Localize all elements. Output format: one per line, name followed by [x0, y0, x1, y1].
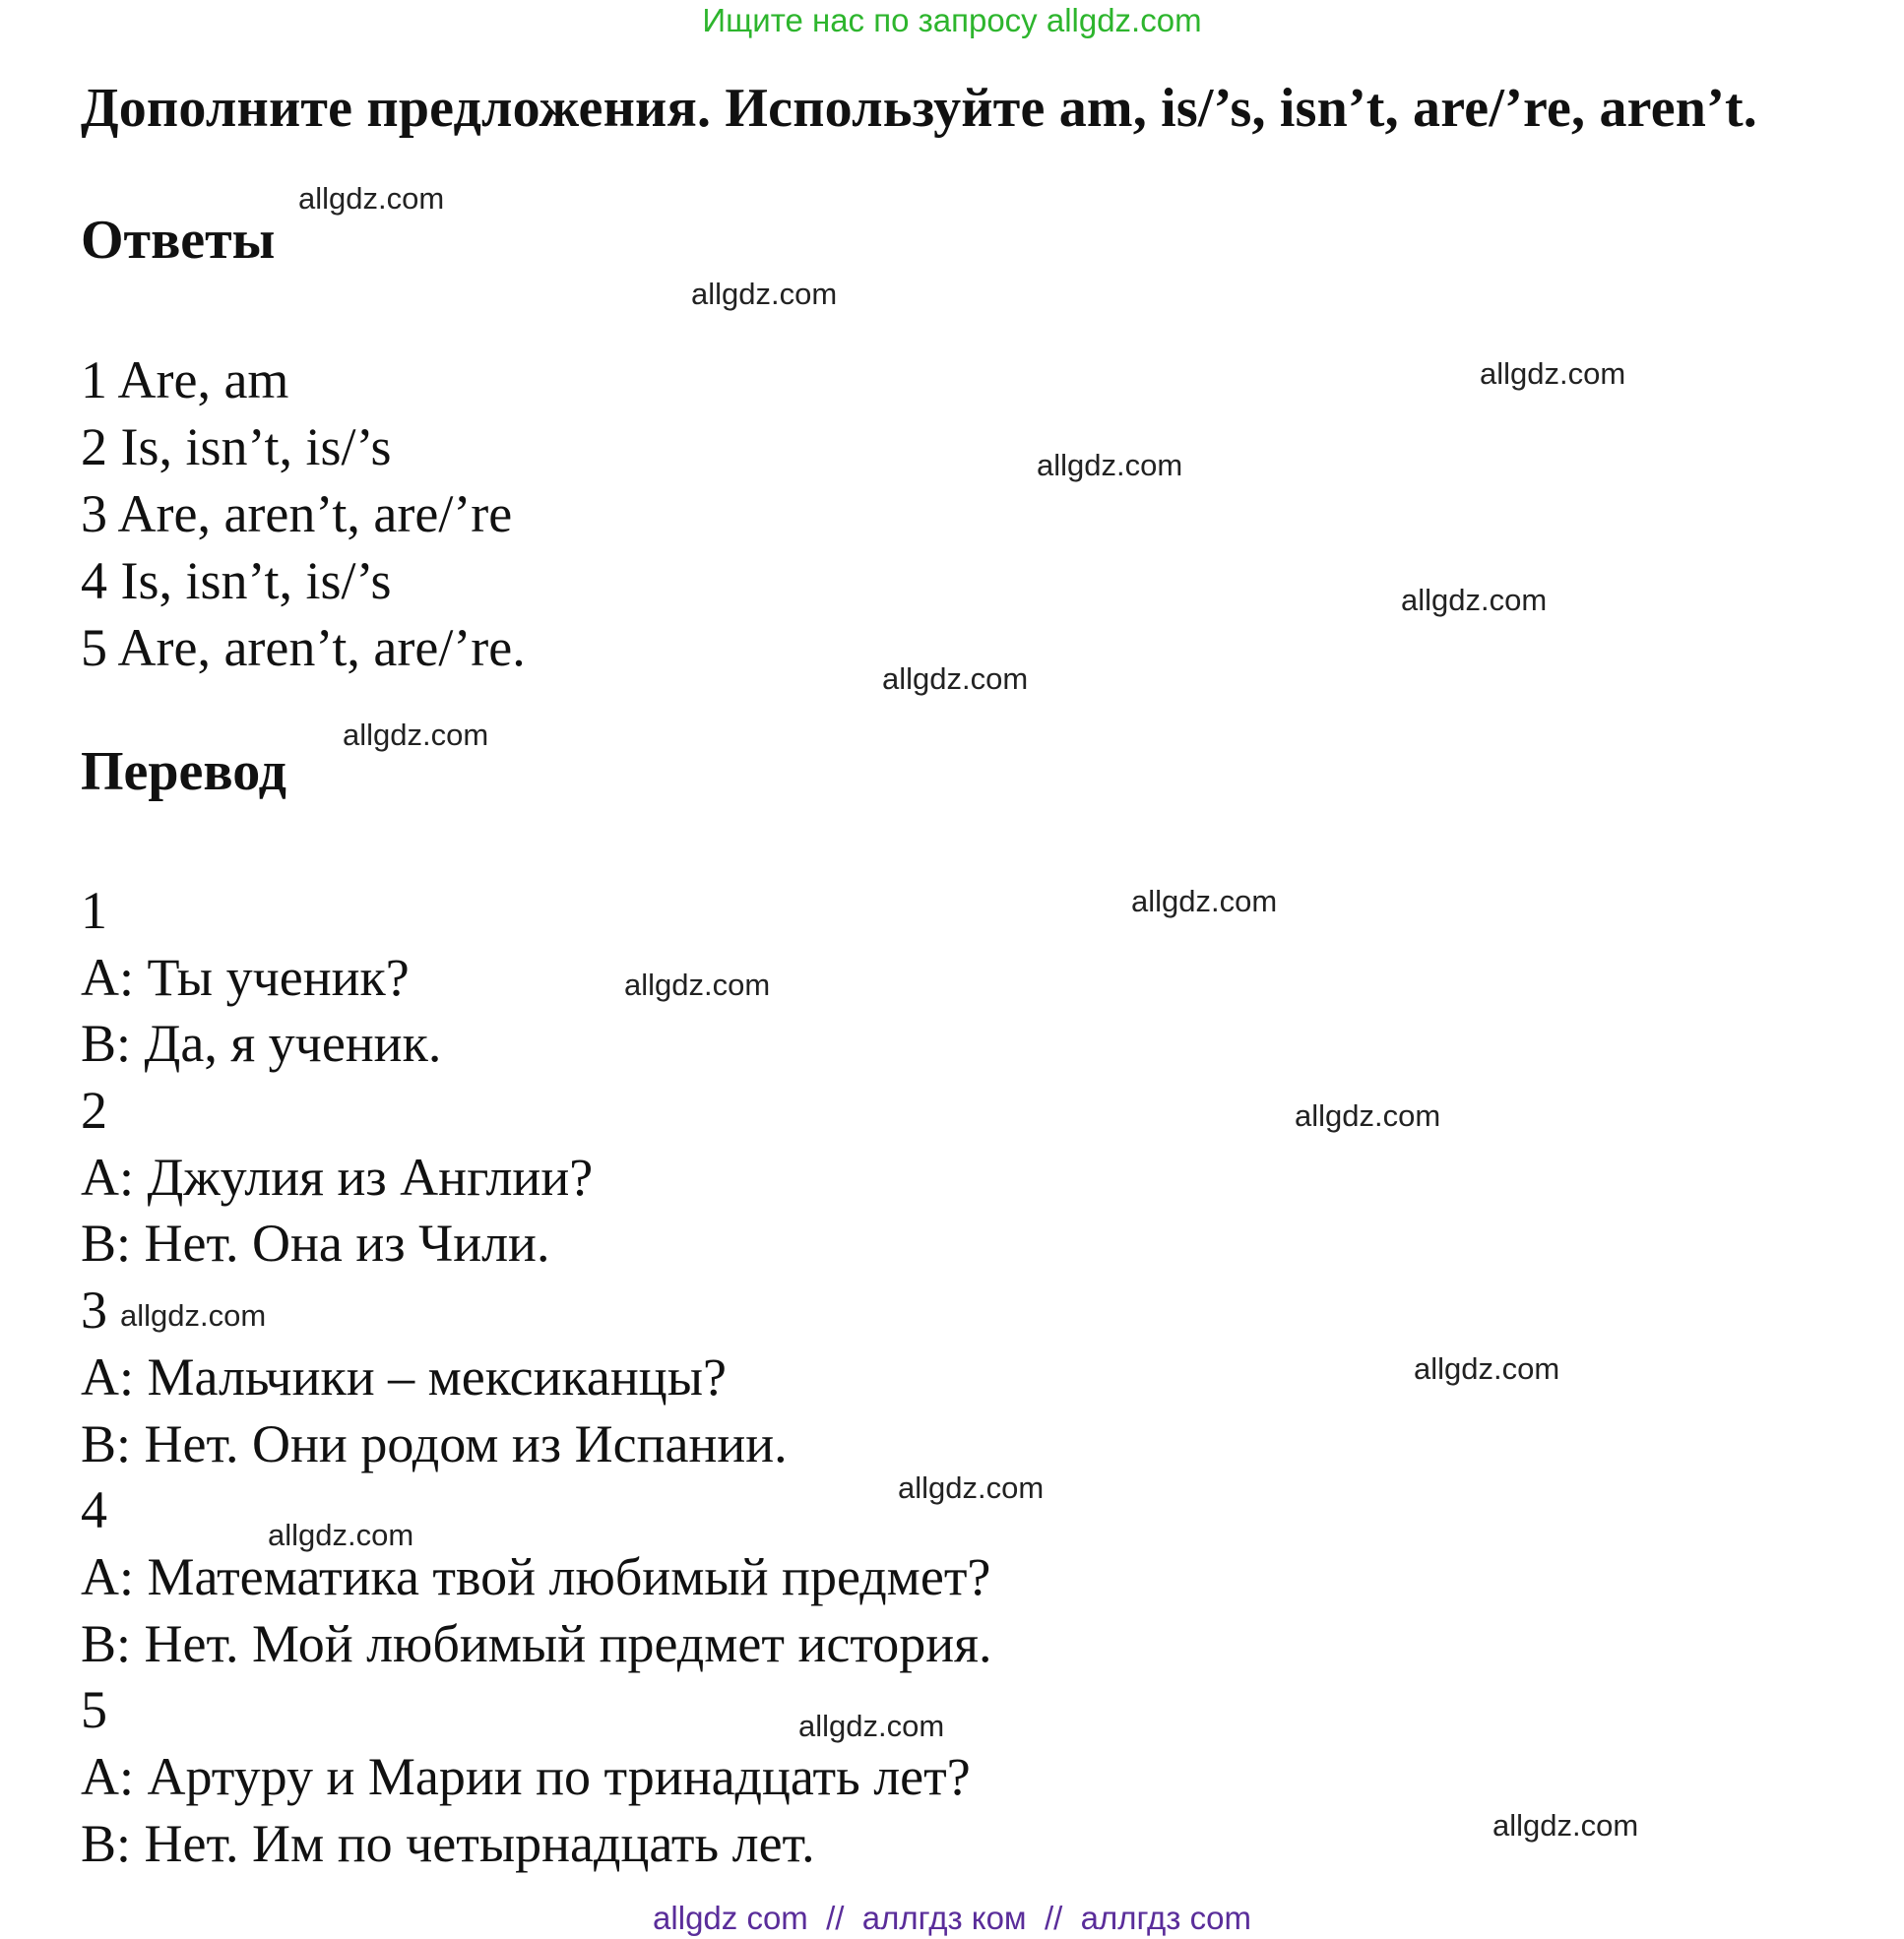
dialogue-line-a: A: Математика твой любимый предмет? — [81, 1546, 991, 1606]
watermark: allgdz.com — [624, 968, 771, 1002]
dialogue-number: 3 — [81, 1281, 107, 1341]
watermark: allgdz.com — [1492, 1808, 1639, 1843]
task-heading: Дополните предложения. Используйте am, is/’s, isn’t, are/’re, aren’t. — [81, 78, 1757, 139]
watermark: allgdz.com — [882, 661, 1029, 696]
watermark: allgdz.com — [1480, 356, 1626, 391]
watermark: allgdz.com — [1131, 884, 1278, 918]
watermark: allgdz.com — [898, 1470, 1045, 1505]
answer-item: 5 Are, aren’t, are/’re. — [81, 618, 526, 677]
dialogue-line-b: B: Нет. Им по четырнадцать лет. — [81, 1813, 815, 1873]
dialogue-number: 1 — [81, 881, 107, 940]
watermark: allgdz.com — [343, 718, 489, 752]
watermark: allgdz.com — [268, 1518, 414, 1552]
watermark: allgdz.com — [120, 1298, 267, 1333]
promo-banner: Ищите нас по запросу allgdz.com — [702, 2, 1202, 38]
dialogue-line-a: A: Артуру и Марии по тринадцать лет? — [81, 1746, 971, 1806]
translation-title: Перевод — [81, 741, 286, 802]
dialogue-number: 2 — [81, 1081, 107, 1141]
dialogue-number: 4 — [81, 1480, 107, 1540]
watermark: allgdz.com — [1295, 1098, 1441, 1133]
watermark: allgdz.com — [798, 1709, 945, 1743]
footer-banner: allgdz com // аллгдз ком // аллгдз com — [653, 1900, 1251, 1936]
watermark: allgdz.com — [298, 181, 445, 216]
dialogue-line-a: A: Ты ученик? — [81, 947, 410, 1007]
watermark: allgdz.com — [1414, 1351, 1560, 1386]
dialogue-line-a: A: Мальчики – мексиканцы? — [81, 1346, 727, 1407]
dialogue-line-b: B: Нет. Она из Чили. — [81, 1214, 550, 1274]
watermark: allgdz.com — [1037, 448, 1183, 482]
answer-item: 4 Is, isn’t, is/’s — [81, 551, 392, 610]
answer-item: 3 Are, aren’t, are/’re — [81, 484, 513, 543]
dialogue-line-b: B: Нет. Мой любимый предмет история. — [81, 1613, 992, 1673]
answers-title: Ответы — [81, 210, 276, 271]
dialogue-line-b: B: Нет. Они родом из Испании. — [81, 1413, 788, 1473]
watermark: allgdz.com — [1401, 583, 1548, 617]
answers-list — [81, 346, 526, 681]
watermark: allgdz.com — [691, 277, 838, 311]
answer-item: 2 Is, isn’t, is/’s — [81, 417, 392, 476]
answer-item: 1 Are, am — [81, 350, 289, 409]
dialogue-line-b: B: Да, я ученик. — [81, 1014, 442, 1074]
dialogue-number: 5 — [81, 1680, 107, 1740]
dialogue-line-a: A: Джулия из Англии? — [81, 1147, 594, 1207]
